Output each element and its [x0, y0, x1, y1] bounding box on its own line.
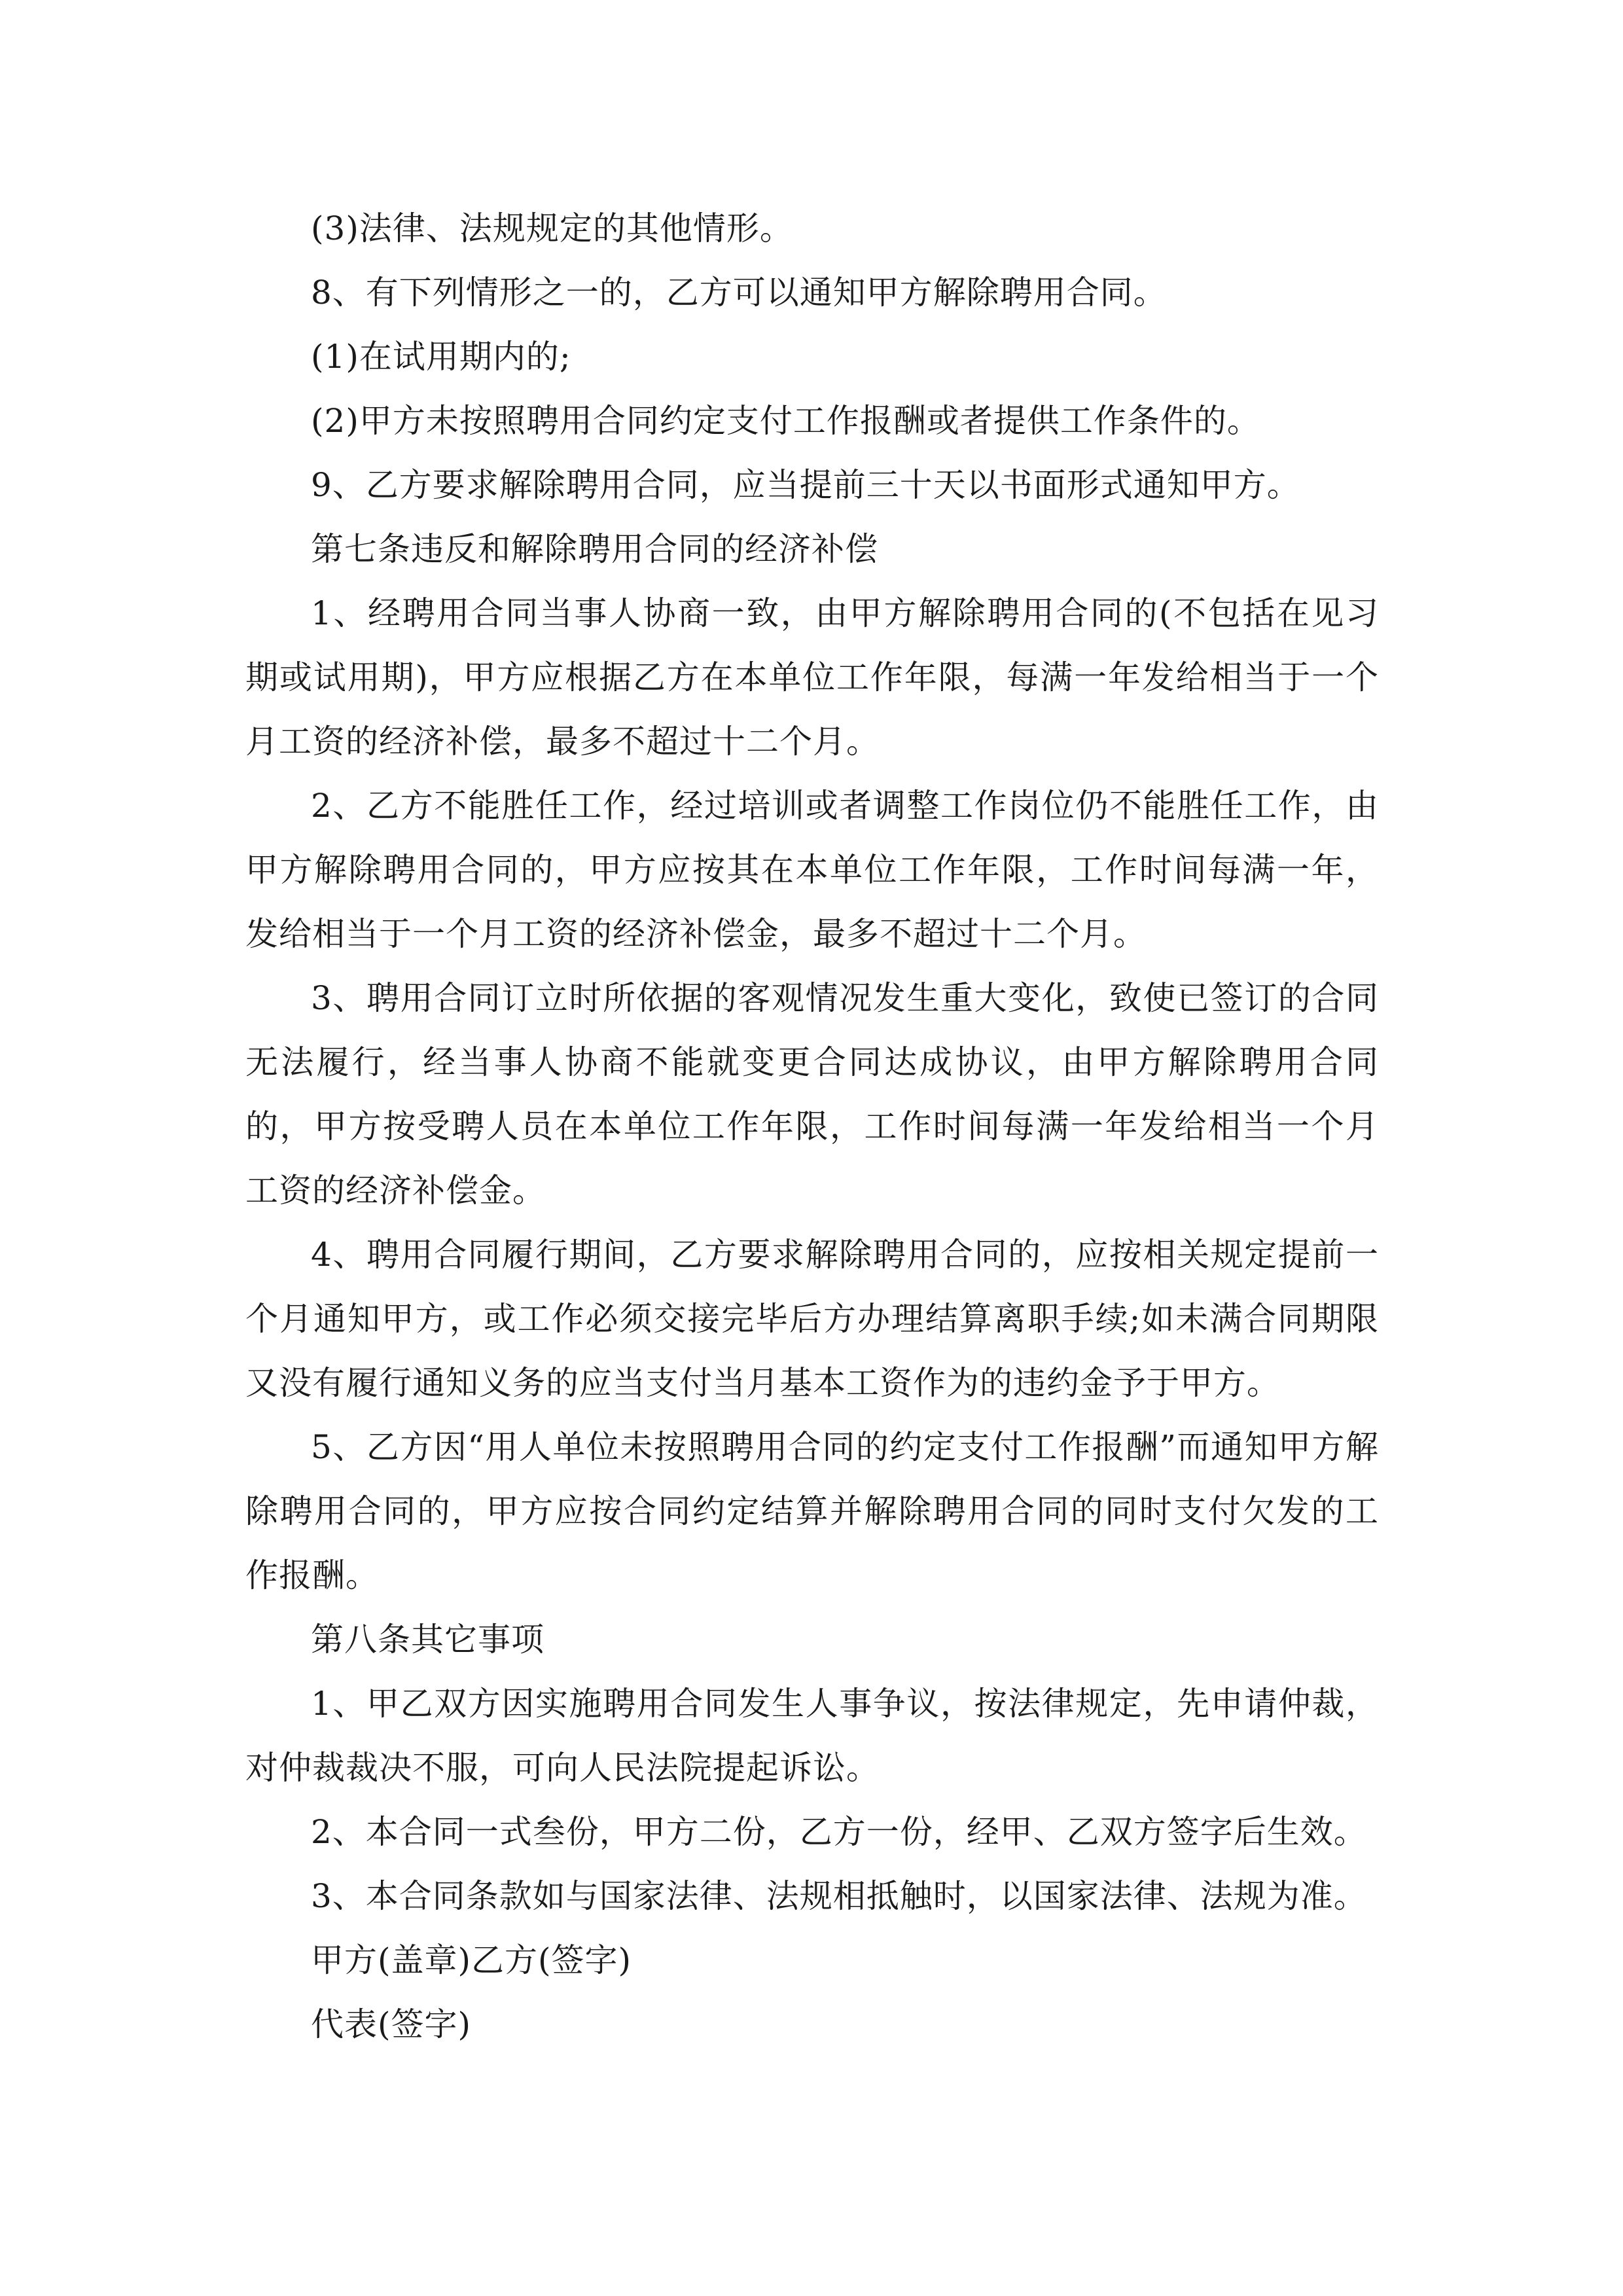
paragraph: (2)甲方未按照聘用合同约定支付工作报酬或者提供工作条件的。 — [311, 402, 1260, 440]
paragraph: 8、有下列情形之一的，乙方可以通知甲方解除聘用合同。 — [311, 274, 1167, 312]
paragraph: 1、甲乙双方因实施聘用合同发生人事争议，按法律规定，先申请仲裁，对仲裁裁决不服，可向人民法院提起诉讼。 — [245, 1685, 1379, 1787]
section-heading: 第七条违反和解除聘用合同的经济补偿 — [311, 530, 878, 568]
paragraph: 4、聘用合同履行期间，乙方要求解除聘用合同的，应按相关规定提前一个月通知甲方，或工作必须交接完毕后方办理结算离职手续;如未满合同期限又没有履行通知义务的应当支付当月基本工资作为的违约金予于甲方。 — [245, 1236, 1379, 1402]
section-heading: 第八条其它事项 — [311, 1621, 544, 1659]
signature-line: 甲方(盖章)乙方(签字) — [311, 1941, 632, 1979]
paragraph: 2、本合同一式叁份，甲方二份，乙方一份，经甲、乙双方签字后生效。 — [311, 1813, 1367, 1851]
signature-line: 代表(签字) — [311, 2005, 472, 2043]
paragraph: 1、经聘用合同当事人协商一致，由甲方解除聘用合同的(不包括在见习期或试用期)，甲方应根据乙方在本单位工作年限，每满一年发给相当于一个月工资的经济补偿，最多不超过十二个月。 — [245, 594, 1379, 761]
paragraph: 3、聘用合同订立时所依据的客观情况发生重大变化，致使已签订的合同无法履行，经当事人协商不能就变更合同达成协议，由甲方解除聘用合同的，甲方按受聘人员在本单位工作年限，工作时间每满一年发给相当一个月工资的经济补偿金。 — [245, 979, 1379, 1210]
paragraph: 5、乙方因“用人单位未按照聘用合同的约定支付工作报酬”而通知甲方解除聘用合同的，甲方应按合同约定结算并解除聘用合同的同时支付欠发的工作报酬。 — [245, 1428, 1379, 1594]
paragraph: 2、乙方不能胜任工作，经过培训或者调整工作岗位仍不能胜任工作，由甲方解除聘用合同的，甲方应按其在本单位工作年限，工作时间每满一年，发给相当于一个月工资的经济补偿金，最多不超过十二个月。 — [245, 787, 1379, 953]
paragraph: (3)法律、法规规定的其他情形。 — [311, 209, 793, 247]
paragraph: 9、乙方要求解除聘用合同，应当提前三十天以书面形式通知甲方。 — [311, 466, 1300, 504]
paragraph: (1)在试用期内的; — [311, 338, 571, 376]
contract-body — [245, 196, 1379, 2056]
paragraph: 3、本合同条款如与国家法律、法规相抵触时，以国家法律、法规为准。 — [311, 1877, 1367, 1915]
